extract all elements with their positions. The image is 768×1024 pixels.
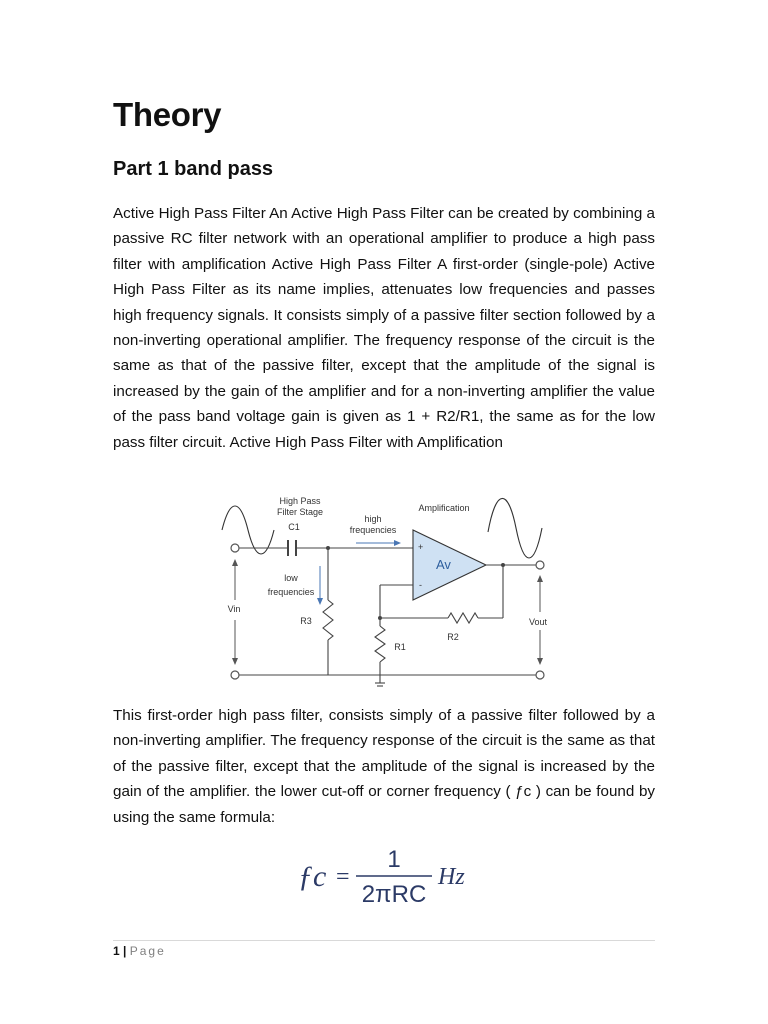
footer-separator: | xyxy=(119,944,130,958)
formula-unit: Hz xyxy=(438,864,465,890)
label-vout: Vout xyxy=(528,617,548,627)
input-ground-terminal xyxy=(231,671,239,679)
page-title: Theory xyxy=(113,96,222,133)
input-terminal xyxy=(231,544,239,552)
cutoff-frequency-formula xyxy=(298,842,478,906)
label-high-pass-line2: Filter Stage xyxy=(276,507,324,517)
resistor-r2 xyxy=(448,613,478,623)
junction-dot xyxy=(501,563,505,567)
section-heading: Part 1 band pass xyxy=(113,158,274,180)
output-terminal xyxy=(536,561,544,569)
page-word: Page xyxy=(129,944,166,958)
paragraph-explanation: This first-order high pass filter, consists simply of a passive filter followed by a non-inverting amplifier. The frequency response of the circuit is the same as that of the passive filter, except that the amplitude of the signal is increased by the gain of the amplifier. the lower cut-off or corner frequency ( ƒc ) can be found by using the same formula: xyxy=(113,707,655,826)
label-low-freq-line2: frequencies xyxy=(267,587,315,597)
label-low-freq-line1: low xyxy=(284,573,298,583)
page-number: 1 xyxy=(113,944,120,958)
label-amplification: Amplification xyxy=(418,503,470,513)
page-footer xyxy=(113,944,166,958)
junction-dot xyxy=(378,616,382,620)
label-high-freq-line2: frequencies xyxy=(349,525,397,535)
footer-divider xyxy=(113,940,655,941)
formula-numerator: 1 xyxy=(387,846,401,873)
output-sine-wave xyxy=(488,498,542,558)
label-vin: Vin xyxy=(227,604,241,614)
paragraph-intro: Active High Pass Filter An Active High Pass Filter can be created by combining a passive RC filter network with an operational amplifier to produce a high pass filter with amplification Active High Pass Filter A first-order (single-pole) Active High Pass Filter as its name implies, attenuates low frequencies and passes high frequency signals. It consists simply of a passive filter section followed by a non-inverting operational amplifier. The frequency response of the circuit is the same as that of the passive filter, except that the amplitude of the signal is increased by the gain of the amplifier and for a non-inverting amplifier the value of the pass band voltage gain is given as 1 + R2/R1, the same as for the low pass filter circuit. Active High Pass Filter with Amplification xyxy=(113,205,655,451)
formula-denominator: 2πRC xyxy=(361,881,427,906)
resistor-r1 xyxy=(375,626,385,662)
label-plus: + xyxy=(418,542,424,552)
label-r3: R3 xyxy=(300,616,312,626)
label-c1: C1 xyxy=(288,522,300,532)
junction-dot xyxy=(326,546,330,550)
label-r2: R2 xyxy=(447,632,459,642)
label-r1: R1 xyxy=(394,642,406,652)
formula-lhs: ƒc xyxy=(298,860,327,893)
resistor-r3 xyxy=(323,600,333,640)
label-high-freq-line1: high xyxy=(364,514,382,524)
active-high-pass-filter-diagram xyxy=(218,490,558,695)
input-sine-wave xyxy=(222,506,274,554)
label-av: Av xyxy=(436,557,451,572)
formula-equals: = xyxy=(336,864,350,890)
output-ground-terminal xyxy=(536,671,544,679)
label-high-pass-line1: High Pass xyxy=(279,496,321,506)
label-minus: - xyxy=(419,580,422,590)
